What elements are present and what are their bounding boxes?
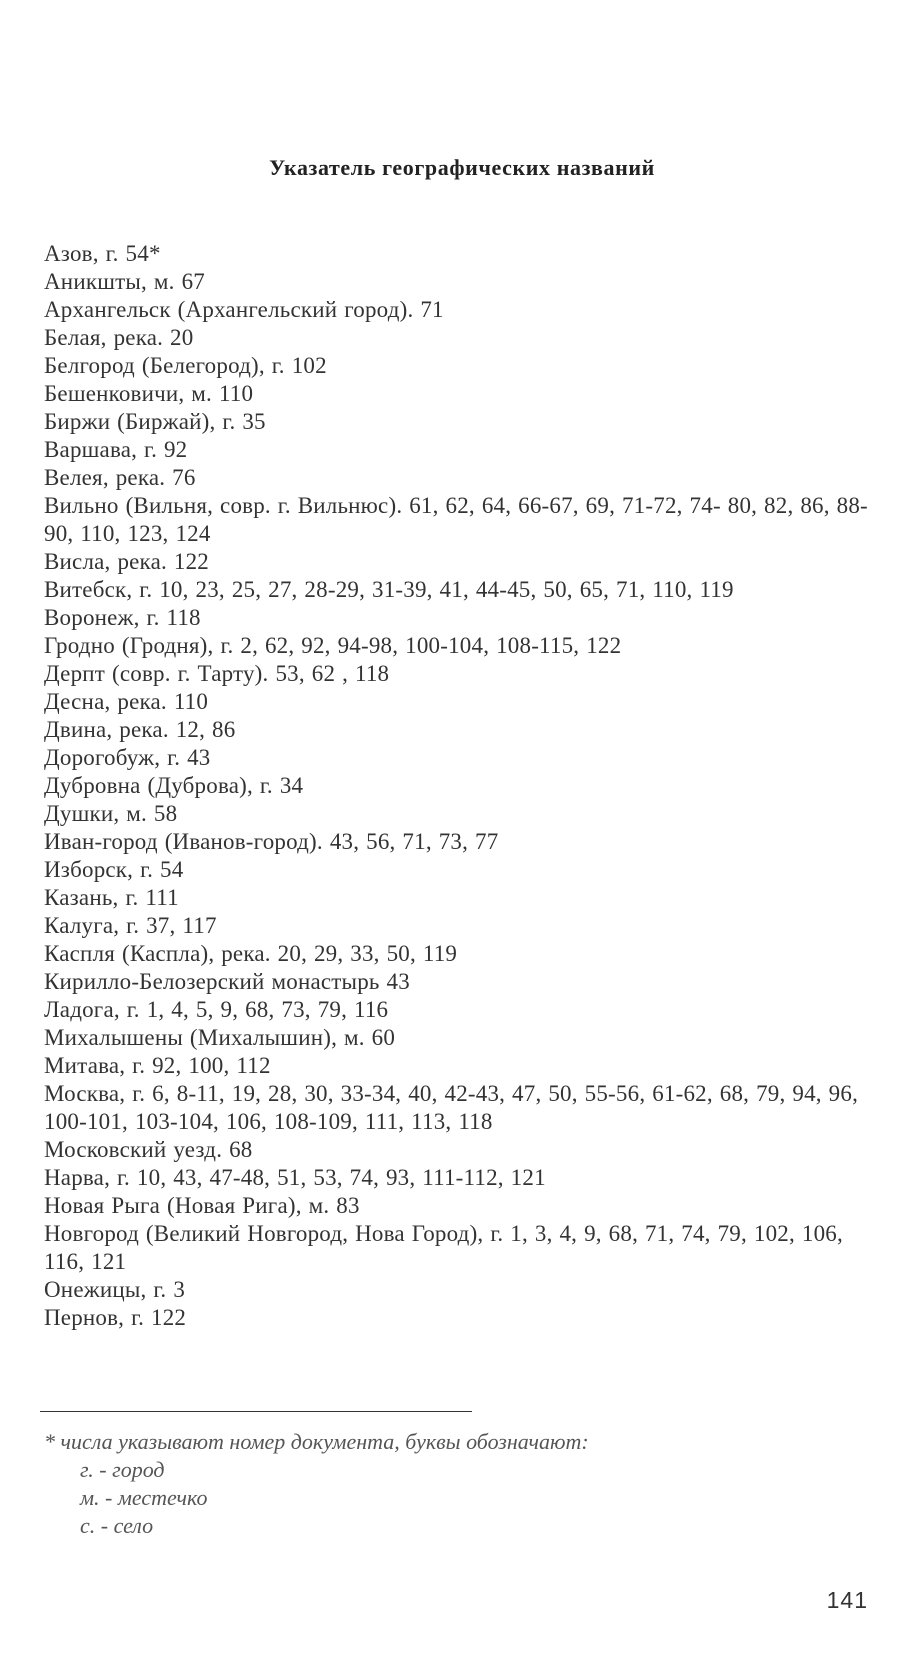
index-entry: Калуга, г. 37, 117: [44, 913, 217, 938]
footnote: [44, 1428, 589, 1540]
index-entry: Душки, м. 58: [44, 801, 178, 826]
index-entry: Велея, река. 76: [44, 465, 196, 490]
index-entry: Кирилло-Белозерский монастырь 43: [44, 969, 410, 994]
index-entry: Вильно (Вильня, совр. г. Вильнюс). 61, 62, 64, 66-67, 69, 71-72, 74- 80, 82, 86, 88-90, 110, 123, 124: [44, 493, 868, 546]
index-entry: Новая Рыга (Новая Рига), м. 83: [44, 1193, 360, 1218]
index-entry: Варшава, г. 92: [44, 437, 188, 462]
index-entry: Ладога, г. 1, 4, 5, 9, 68, 73, 79, 116: [44, 997, 389, 1022]
index-entry: Митава, г. 92, 100, 112: [44, 1053, 271, 1078]
index-entry: Гродно (Гродня), г. 2, 62, 92, 94-98, 100-104, 108-115, 122: [44, 633, 622, 658]
index-entry: Десна, река. 110: [44, 689, 209, 714]
index-entry: Новгород (Великий Новгород, Нова Город), г. 1, 3, 4, 9, 68, 71, 74, 79, 102, 106, 116, 121: [44, 1221, 843, 1274]
footnote-item: с. - село: [80, 1513, 154, 1538]
index-list: [44, 240, 874, 1332]
index-entry: Витебск, г. 10, 23, 25, 27, 28-29, 31-39, 41, 44-45, 50, 65, 71, 110, 119: [44, 577, 734, 602]
index-entry: Дерпт (совр. г. Тарту). 53, 62 , 118: [44, 661, 390, 686]
index-entry: Изборск, г. 54: [44, 857, 184, 882]
index-entry: Пернов, г. 122: [44, 1305, 187, 1330]
page-title: Указатель географических названий: [269, 155, 655, 180]
index-entry: Московский уезд. 68: [44, 1137, 253, 1162]
footnote-item: м. - местечко: [80, 1485, 208, 1510]
index-entry: Нарва, г. 10, 43, 47-48, 51, 53, 74, 93, 111-112, 121: [44, 1165, 546, 1190]
index-entry: Белгород (Белегород), г. 102: [44, 353, 327, 378]
index-entry: Онежицы, г. 3: [44, 1277, 186, 1302]
footnote-item: г. - город: [80, 1457, 165, 1482]
index-entry: Дорогобуж, г. 43: [44, 745, 211, 770]
index-entry: Двина, река. 12, 86: [44, 717, 236, 742]
index-entry: Архангельск (Архангельский город). 71: [44, 297, 444, 322]
index-entry: Каспля (Каспла), река. 20, 29, 33, 50, 119: [44, 941, 458, 966]
index-entry: Казань, г. 111: [44, 885, 179, 910]
index-entry: Михалышены (Михалышин), м. 60: [44, 1025, 396, 1050]
index-entry: Иван-город (Иванов-город). 43, 56, 71, 73, 77: [44, 829, 499, 854]
index-entry: Дубровна (Дуброва), г. 34: [44, 773, 304, 798]
index-entry: Аникшты, м. 67: [44, 269, 205, 294]
index-entry: Висла, река. 122: [44, 549, 209, 574]
index-entry: Азов, г. 54*: [44, 241, 161, 266]
index-entry: Воронеж, г. 118: [44, 605, 201, 630]
index-entry: Белая, река. 20: [44, 325, 194, 350]
index-entry: Москва, г. 6, 8-11, 19, 28, 30, 33-34, 40, 42-43, 47, 50, 55-56, 61-62, 68, 79, 94, 96, 100-101, 103-104, 106, 108-109, 111, 113, 118: [44, 1081, 859, 1134]
footnote-main: * числа указывают номер документа, буквы обозначают:: [44, 1429, 589, 1454]
index-entry: Биржи (Биржай), г. 35: [44, 409, 266, 434]
footnote-rule: [40, 1411, 472, 1412]
index-entry: Бешенковичи, м. 110: [44, 381, 254, 406]
page-number: 141: [826, 1587, 868, 1613]
